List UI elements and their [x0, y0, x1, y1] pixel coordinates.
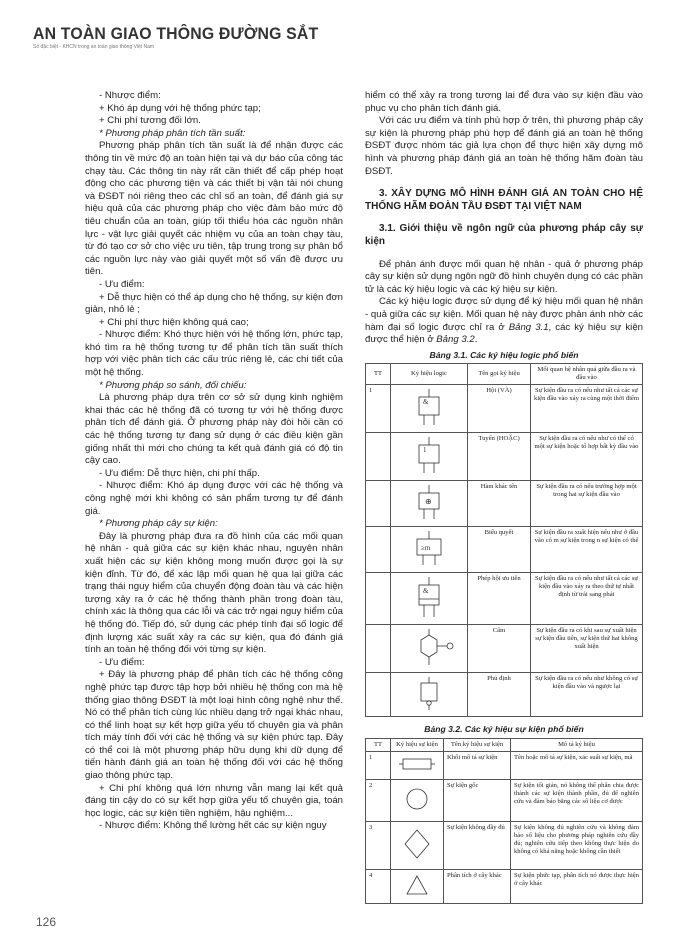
method-heading: * Phương pháp so sánh, đối chiếu:: [99, 379, 247, 391]
xor-gate-icon: [399, 483, 459, 521]
symbol-description: Sự kiện đầu ra có nếu như có thể có một sự kiện hoặc tổ hợp bất kỳ đầu vào: [531, 433, 643, 481]
logic-symbol-cell: [391, 527, 468, 573]
symbol-description: Sự kiện đầu ra có nếu như tất cả các sự kiện đầu vào xảy ra cùng một thời điểm: [531, 385, 643, 433]
logic-symbol-cell: [391, 433, 468, 481]
event-description: Sự kiện phức tạp, phân tích nó được thực hiện ở cây khác: [511, 869, 643, 903]
table-reference: Bảng 3.1: [508, 321, 549, 333]
table-row: [366, 625, 643, 673]
gate-label: 1: [423, 446, 427, 455]
table-row: [366, 481, 643, 527]
transfer-triangle-icon: [397, 872, 437, 898]
row-number: [366, 527, 391, 573]
event-name: Sự kiện không đầy đủ: [444, 821, 511, 869]
symbol-description: Sự kiện đầu ra có nếu như tất cả các sự kiện đầu vào xảy ra theo thứ tự nhất định từ trái sang phải: [531, 573, 643, 625]
journal-subtitle: Số đặc biệt - KHCN trong an toàn giao thông Việt Nam: [33, 44, 155, 50]
section-heading: 3. XÂY DỰNG MÔ HÌNH ĐÁNH GIÁ AN TOÀN CHO HỆ THỐNG HÃM ĐOÀN TẦU ĐSĐT TẠI VIỆT NAM: [365, 188, 643, 212]
table-header-row: [366, 364, 643, 385]
symbol-name: Hàm khác tên: [468, 481, 531, 527]
table-reference: Bảng 3.2: [436, 334, 475, 346]
gate-label: ⊕: [425, 497, 432, 507]
logic-symbols-table: [365, 363, 643, 717]
paragraph: + Chi phí tương đối lớn.: [99, 115, 201, 127]
paragraph: + Dễ thực hiện có thể áp dụng cho hệ thống, sự kiện đơn giản, nhỏ lẻ ;: [85, 291, 343, 316]
table-caption: Bảng 3.1. Các ký hiệu logic phổ biến: [429, 349, 579, 360]
not-gate-icon: [399, 675, 459, 711]
row-number: [366, 673, 391, 717]
column-header: Ký hiệu logic: [391, 364, 468, 385]
event-name: Sự kiện gốc: [444, 779, 511, 821]
paragraph: - Nhược điểm: Khó thực hiện với hệ thống lớn, phức tạp, khó tìm ra hệ thống tương tự để phân tích tần suất thích hợp với việc phân tích các cấu trúc riêng lẻ, các chi tiết của một hệ thống.: [85, 329, 343, 379]
text-run: Các ký hiệu logic được sử dụng để ký hiệu mối quan hệ nhân - quả giữa các sự kiện. Mối quan hệ này được phản ánh nhờ các hàm đại số logic được chỉ ra ở: [365, 296, 643, 333]
row-number: 1: [366, 751, 391, 779]
right-column: [365, 90, 643, 904]
logic-symbol-cell: [391, 573, 468, 625]
row-number: 4: [366, 869, 391, 903]
paragraph: - Nhược điểm: Khó áp dụng được với các hệ thống và công nghệ mới khi không có sản phẩm tương tự để đánh giá.: [85, 480, 343, 517]
paragraph: + Đây là phương pháp để phân tích các hệ thống công nghệ phức tạp được tập hợp bởi nhiều hệ thống con mà hệ thống giao thông ĐSĐT là một loại hình công nghệ như thế. Nó có thể phân tích cùng lúc nhiều dạng trở ngại khác nhau, có thể linh hoạt sự kết hợp giữa yếu tố chuyên gia và phân tích máy tính đối với các hệ thống và sự kiện phức tạp. Đây có thể coi là một phương pháp hữu dụng khi dữ dụng để tiến hành đánh giá an toàn hệ thống đối với các hệ thống giao thông phức tạp.: [85, 669, 343, 782]
inhibit-gate-icon: [399, 627, 459, 667]
paragraph: - Ưu điểm: Dễ thực hiện, chi phí thấp.: [99, 467, 260, 479]
logic-symbol-cell: [391, 625, 468, 673]
gate-label: &: [423, 398, 429, 407]
paragraph: + Khó áp dụng với hệ thống phức tạp;: [99, 102, 261, 114]
column-header: Tên ký hiệu sự kiện: [444, 738, 511, 751]
page-number: 126: [36, 915, 57, 929]
table-row: [366, 779, 643, 821]
priority-and-gate-icon: [399, 575, 459, 619]
and-gate-icon: [399, 387, 459, 427]
event-description: Tên hoặc mô tả sự kiện, xác suất sự kiện, mã: [511, 751, 643, 779]
paragraph: + Chi phí không quá lớn nhưng vẫn mang lại kết quả đáng tin cậy do có sự kết hợp giữa yếu tố chuyên gia, toán học logic, các sự kiện tiền nghiệm, hậu nghiệm...: [85, 782, 343, 819]
left-column: [85, 90, 343, 833]
symbol-description: Sự kiện đầu ra có nếu như không có sự kiện đầu vào và ngược lại: [531, 673, 643, 717]
column-header: Mô tả ký hiệu: [511, 738, 643, 751]
basic-event-circle-icon: [397, 782, 437, 816]
table-row: [366, 573, 643, 625]
row-number: 3: [366, 821, 391, 869]
logic-symbol-cell: [391, 673, 468, 717]
paragraph: Để phản ánh được mối quan hệ nhân - quả ở phương pháp cây sự kiện sử dụng ngôn ngữ đồ hình chuyên dụng có các phần tử là các ký hiệu logic và các ký hiệu sự kiện.: [365, 258, 643, 295]
table-caption: Bảng 3.2. Các ký hiệu sự kiện phổ biến: [424, 724, 584, 735]
table-row: [366, 673, 643, 717]
method-heading: * Phương pháp phân tích tần suất:: [99, 127, 246, 139]
row-number: [366, 573, 391, 625]
or-gate-icon: [399, 435, 459, 475]
paragraph: - Nhược điểm: Không thể lường hết các sự kiện nguy: [99, 820, 327, 832]
event-description: Sự kiện không đủ nghiên cứu và không đảm bảo số liệu cho phương pháp nghiên cứu đầy đủ; nghiên cứu tiếp theo không thực hiện do không có khả năng hoặc không cần thiết: [511, 821, 643, 869]
logic-symbol-cell: [391, 385, 468, 433]
journal-title: AN TOÀN GIAO THÔNG ĐƯỜNG SẮT: [33, 24, 319, 43]
subsection-heading: 3.1. Giới thiệu về ngôn ngữ của phương pháp cây sự kiện: [365, 223, 643, 247]
symbol-name: Cấm: [468, 625, 531, 673]
event-box-icon: [397, 754, 437, 774]
symbol-name: Phủ định: [468, 673, 531, 717]
symbol-description: Sự kiện đầu ra xuất hiện nếu như ở đầu vào có m sự kiện trong n sự kiện có thể: [531, 527, 643, 573]
symbol-description: Sự kiện đầu ra có nếu trường hợp một trong hai sự kiện đầu vào: [531, 481, 643, 527]
symbol-name: Biểu quyết: [468, 527, 531, 573]
voting-gate-icon: [399, 529, 459, 567]
paragraph: - Ưu điểm:: [99, 278, 145, 290]
text-run: , các ký hiệu sự kiện được thể hiện ở: [365, 321, 643, 346]
paragraph: hiểm có thể xảy ra trong tương lai để đưa vào sự kiện đầu vào phục vụ cho phân tích đánh giá.: [365, 90, 643, 114]
paragraph: - Nhược điểm:: [99, 90, 161, 101]
table-row: [366, 751, 643, 779]
event-description: Sự kiện tối giản, nó không thể phân chia được thành các sự kiện thành phần, đủ để nghiên cứu và đảm bảo bằng các số liệu cơ được: [511, 779, 643, 821]
symbol-name: Tuyển (HOẶC): [468, 433, 531, 481]
event-symbol-cell: [391, 779, 444, 821]
table-header-row: [366, 738, 643, 751]
table-row: [366, 527, 643, 573]
gate-label: ≥m: [421, 544, 431, 553]
row-number: 1: [366, 385, 391, 433]
symbol-description: Sự kiện đầu ra có khi sau sự xuất hiện sự kiện đầu tiên, sự kiện thứ hai không xuất hiện: [531, 625, 643, 673]
gate-label: &: [423, 587, 429, 596]
event-name: Khối mô tả sự kiện: [444, 751, 511, 779]
event-name: Phân tích ở cây khác: [444, 869, 511, 903]
event-symbols-table: [365, 738, 643, 904]
text-run: .: [474, 334, 478, 346]
event-symbol-cell: [391, 751, 444, 779]
column-header: Ký hiệu sự kiện: [391, 738, 444, 751]
column-header: Tên gọi ký hiệu: [468, 364, 531, 385]
table-row: [366, 869, 643, 903]
table-row: [366, 821, 643, 869]
paragraph: [365, 296, 643, 346]
logic-symbol-cell: [391, 481, 468, 527]
row-number: [366, 481, 391, 527]
table-row: [366, 433, 643, 481]
column-header: TT: [366, 738, 391, 751]
undeveloped-event-diamond-icon: [397, 824, 437, 864]
paragraph: Với các ưu điểm và tính phù hợp ở trên, thì phương pháp cây sự kiện là phương pháp phù hợp để đánh giá an toàn hệ thống ĐSĐT được nhóm tác giả lựa chọn để thực hiện xây dựng mô hình và phương pháp đánh giá an toàn hệ thống hãm đoàn tàu ĐSĐT.: [365, 115, 643, 177]
row-number: 2: [366, 779, 391, 821]
column-header: TT: [366, 364, 391, 385]
paragraph: + Chi phí thực hiện không quá cao;: [99, 316, 249, 328]
symbol-name: Phép hội ưu tiên: [468, 573, 531, 625]
column-header: Mối quan hệ nhân quả giữa đầu ra và đầu vào: [531, 364, 643, 385]
paragraph: Là phương pháp dựa trên cơ sở sử dụng kinh nghiệm khai thác các hệ thống đã có tương tự với hệ thống được phân tích để đánh giá. Ở phương pháp này đòi hỏi cần có các hệ thống tương tự đang sử dụng ở các điều kiện gần giống nhất thì mới cho chúng ta kết quả đánh giá có độ tin cậy cao.: [85, 392, 343, 467]
paragraph: - Ưu điểm:: [99, 656, 145, 668]
table-row: [366, 385, 643, 433]
row-number: [366, 625, 391, 673]
event-symbol-cell: [391, 869, 444, 903]
row-number: [366, 433, 391, 481]
method-heading: * Phương pháp cây sự kiện:: [99, 518, 218, 530]
paragraph: Đây là phương pháp đưa ra đồ hình của các mối quan hệ nhân - quả giữa các sự kiện khác nhau, nguyên nhân xuất hiện các sự kiện không mong muốn được gọi là sự kiện đỉnh. Từ đó, để xác lập mối quan hệ qua lại giữa các trạng thái nguy hiểm của chuyển động đoàn tàu và các hiện tượng xảy ra ở các hệ thống thành phần trong đoàn tàu, chính xác là thông qua các lỗi và các trở ngại nguy hiểm của hệ thống đó. Tiếp đó, sử dụng các phép tính đại số logic để định lượng xác suất xảy ra các sự kiện, qua đó đánh giá tính an toàn hệ thống đối với từng sự kiện.: [85, 530, 343, 656]
paragraph: Phương pháp phân tích tần suất là để nhận được các thông tin về mức độ an toàn hiện tại và dự báo của công tác chạy tàu. Các thông tin này rất cần thiết để cấp phép hoạt động cho các phương tiện và các thiết bị vận tải nói chung và ĐSĐT nói riêng theo các chỉ số an toàn, để đánh giá sự hiệu quả của các phương pháp cho việc đảm bảo mức độ tiêu chuẩn của an toàn, giúp tối thiểu hóa các nguồn nhân lực - vật lực giải quyết các nhiệm vụ của an toàn chạy tàu, từ đó tạo cơ sở cho việc ưu tiên, tập trung trong sự phân bổ các nguồn lực này vào giải quyết một số vấn đề được ưu tiên.: [85, 140, 343, 278]
symbol-name: Hội (VÀ): [468, 385, 531, 433]
event-symbol-cell: [391, 821, 444, 869]
